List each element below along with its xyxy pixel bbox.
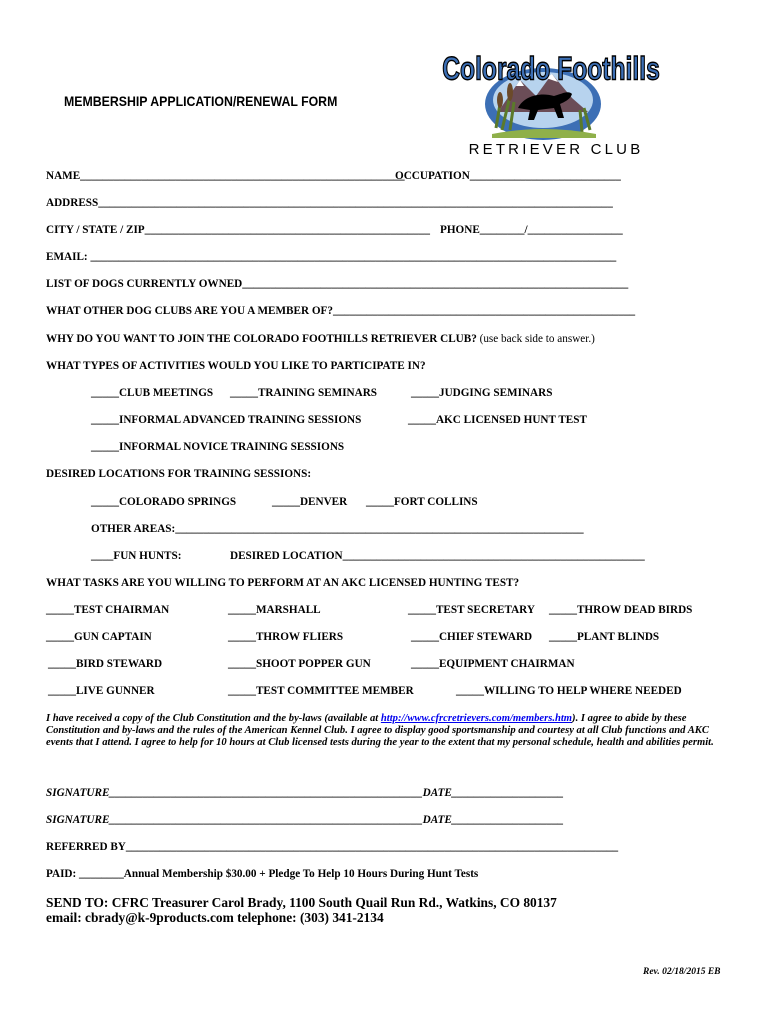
task-chief-steward[interactable]: _____CHIEF STEWARD	[411, 631, 533, 643]
members-link[interactable]: http://www.cfrcretrievers.com/members.htm	[380, 713, 573, 724]
signature-line-2[interactable]: SIGNATURE________________________________________________________DATE____________________	[46, 814, 564, 826]
other-clubs-field[interactable]: WHAT OTHER DOG CLUBS ARE YOU A MEMBER OF?______________________________________________________	[46, 305, 636, 317]
send-to-contact: email: cbrady@k-9products.com telephone: (303) 341-2134	[46, 910, 384, 925]
agreement-text	[46, 713, 736, 750]
task-equipment-chairman[interactable]: _____EQUIPMENT CHAIRMAN	[411, 658, 575, 670]
task-willing-to-help[interactable]: _____WILLING TO HELP WHERE NEEDED	[456, 685, 682, 697]
activity-akc-hunt-test[interactable]: _____AKC LICENSED HUNT TEST	[408, 414, 587, 426]
location-denver[interactable]: _____DENVER	[272, 496, 348, 508]
activity-training-seminars[interactable]: _____TRAINING SEMINARS	[230, 387, 378, 399]
activity-informal-novice[interactable]: _____INFORMAL NOVICE TRAINING SESSIONS	[91, 441, 345, 453]
address-field[interactable]: ADDRESS____________________________________________________________________________________________	[46, 197, 613, 209]
task-live-gunner[interactable]: _____LIVE GUNNER	[48, 685, 155, 697]
tasks-question: WHAT TASKS ARE YOU WILLING TO PERFORM AT AN AKC LICENSED HUNTING TEST?	[46, 577, 520, 589]
why-join-note: (use back side to answer.)	[476, 333, 595, 345]
email-field[interactable]: EMAIL: ______________________________________________________________________________________________	[46, 251, 617, 263]
task-bird-steward[interactable]: _____BIRD STEWARD	[48, 658, 163, 670]
activities-question: WHAT TYPES OF ACTIVITIES WOULD YOU LIKE TO PARTICIPATE IN?	[46, 360, 426, 372]
dogs-owned-field[interactable]: LIST OF DOGS CURRENTLY OWNED_____________________________________________________________________	[46, 278, 629, 290]
locations-question: DESIRED LOCATIONS FOR TRAINING SESSIONS:	[46, 468, 312, 480]
task-plant-blinds[interactable]: _____PLANT BLINDS	[549, 631, 660, 643]
revision-note: Rev. 02/18/2015 EB	[643, 967, 721, 977]
task-test-chairman[interactable]: _____TEST CHAIRMAN	[46, 604, 170, 616]
club-logo	[440, 38, 662, 156]
task-test-committee-member[interactable]: _____TEST COMMITTEE MEMBER	[228, 685, 414, 697]
activity-club-meetings[interactable]: _____CLUB MEETINGS	[91, 387, 214, 399]
logo-subtitle: RETRIEVER CLUB	[468, 141, 644, 156]
desired-location-field[interactable]: DESIRED LOCATION______________________________________________________	[230, 550, 645, 562]
task-throw-fliers[interactable]: _____THROW FLIERS	[228, 631, 344, 643]
agreement-after-link: ). I agree to abide by these Constitution and by-laws and the rules of the American Kennel Club. I agree to display good sportsmanship and courtesy at all Club functions and AKC events that I attend. I agree to help for 10 hours at Club licensed tests during the year to the extent that my personal schedule, health and abilities permit.	[46, 713, 714, 749]
occupation-field[interactable]: OCCUPATION___________________________	[395, 170, 621, 182]
location-fort-collins[interactable]: _____FORT COLLINS	[366, 496, 478, 508]
task-shoot-popper-gun[interactable]: _____SHOOT POPPER GUN	[228, 658, 371, 670]
send-to-address: SEND TO: CFRC Treasurer Carol Brady, 1100 South Quail Run Rd., Watkins, CO 80137	[46, 895, 557, 910]
paid-line[interactable]: PAID: ________Annual Membership $30.00 + Pledge To Help 10 Hours During Hunt Tests	[46, 868, 479, 880]
activity-judging-seminars[interactable]: _____JUDGING SEMINARS	[411, 387, 553, 399]
name-field[interactable]: NAME__________________________________________________________	[46, 170, 405, 182]
signature-line-1[interactable]: SIGNATURE________________________________________________________DATE____________________	[46, 787, 564, 799]
logo-title: Colorado Foothills	[442, 51, 660, 88]
fun-hunts-field[interactable]: ____FUN HUNTS:	[91, 550, 182, 562]
referred-by-field[interactable]: REFERRED BY________________________________________________________________________________________	[46, 841, 619, 853]
task-gun-captain[interactable]: _____GUN CAPTAIN	[46, 631, 152, 643]
task-marshall[interactable]: _____MARSHALL	[228, 604, 321, 616]
agreement-before-link: I have received a copy of the Club Constitution and the by-laws (available at	[46, 713, 381, 724]
other-areas-field[interactable]: OTHER AREAS:_________________________________________________________________________	[91, 523, 584, 535]
city-state-zip-field[interactable]: CITY / STATE / ZIP___________________________________________________	[46, 224, 430, 236]
why-join-label: WHY DO YOU WANT TO JOIN THE COLORADO FOOTHILLS RETRIEVER CLUB?	[46, 333, 477, 345]
phone-field[interactable]: PHONE________/_________________	[440, 224, 623, 236]
why-join-question	[46, 333, 595, 345]
task-throw-dead-birds[interactable]: _____THROW DEAD BIRDS	[549, 604, 693, 616]
activity-informal-advanced[interactable]: _____INFORMAL ADVANCED TRAINING SESSIONS	[91, 414, 362, 426]
location-colorado-springs[interactable]: _____COLORADO SPRINGS	[91, 496, 237, 508]
task-test-secretary[interactable]: _____TEST SECRETARY	[408, 604, 535, 616]
form-title: MEMBERSHIP APPLICATION/RENEWAL FORM	[64, 93, 338, 109]
